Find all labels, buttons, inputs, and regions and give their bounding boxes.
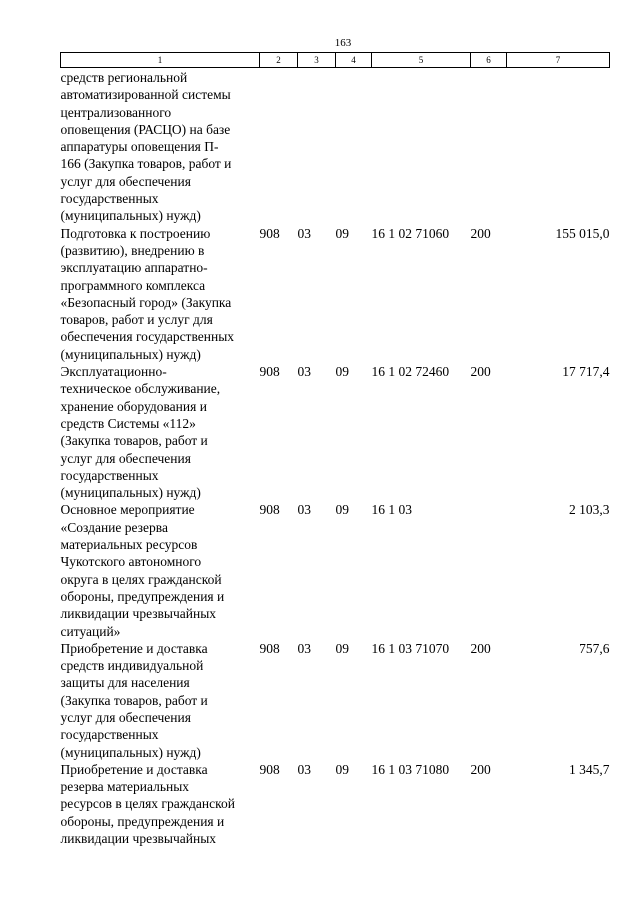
expense-item-name-line: округа в целях гражданской [60,571,222,587]
expense-item-name-line: средств Системы «112» [60,415,196,431]
expense-item-name-line: услуг для обеспечения [60,709,191,725]
amount [507,68,610,225]
expense-item-name-line: резерва материальных [60,779,190,795]
expense-item-name-line: аппаратуры оповещения П- [60,139,219,155]
table-row [61,761,610,847]
amount: 757,6 [579,640,610,656]
amount: 2 103,3 [569,502,610,518]
budget-table [60,52,610,847]
expense-type-code [471,68,507,225]
page-number: 163 [334,37,352,49]
expense-item-name-line: (муниципальных) нужд) [60,744,201,760]
section-code: 03 [297,640,311,656]
ministry-code [260,68,298,225]
expense-item-name-line: ресурсов в целях гражданской [60,796,235,812]
expense-item-name-line: государственных [60,191,159,207]
column-header-1: 1 [61,53,260,68]
expense-type-code [471,501,507,639]
expense-item-name-line: программного комплекса [60,277,206,293]
expense-item-name-line: (Закупка товаров, работ и [60,433,208,449]
target-code: 16 1 03 71070 [371,640,450,656]
expense-item-name [61,501,260,639]
expense-type-code: 200 [470,640,491,656]
column-header-5: 5 [372,53,471,68]
expense-item-name-line: централизованного [60,104,172,120]
subsection-code: 09 [335,502,349,518]
table-row [61,68,610,225]
subsection-code: 09 [335,761,349,777]
amount: 17 717,4 [562,364,610,380]
column-header-2: 2 [260,53,298,68]
section-code [298,68,336,225]
ministry-code: 908 [259,761,280,777]
expense-item-name-line: Чукотского автономного [60,554,202,570]
expense-item-name-line: оповещения (РАСЦО) на базе [60,121,231,137]
expense-item-name-line: (муниципальных) нужд) [60,346,201,362]
ministry-code: 908 [259,502,280,518]
section-code: 03 [297,761,311,777]
target-code: 16 1 02 72460 [371,364,450,380]
expense-item-name-line: «Безопасный город» (Закупка [60,294,232,310]
expense-item-name [61,640,260,761]
expense-item-name-line: ситуаций» [60,623,121,639]
target-code [372,68,471,225]
expense-item-name-line: обороны, предупреждения и [60,813,225,829]
subsection-code: 09 [335,225,349,241]
expense-item-name-line: автоматизированной системы [60,87,231,103]
expense-item-name-line: техническое обслуживание, [60,381,221,397]
target-code: 16 1 03 [371,502,412,518]
expense-item-name-line: Приобретение и доставка [60,761,208,777]
amount: 155 015,0 [555,225,610,241]
expense-item-name-line: Приобретение и доставка [60,640,208,656]
expense-item-name-line: государственных [60,727,159,743]
expense-item-name-line: обеспечения государственных [60,329,235,345]
expense-item-name-line: ликвидации чрезвычайных [60,606,217,622]
expense-item-name-line: (муниципальных) нужд) [60,208,201,224]
expense-item-name [61,363,260,501]
expense-item-name-line: обороны, предупреждения и [60,588,225,604]
table-row [61,501,610,639]
table-row [61,363,610,501]
expense-item-name-line: эксплуатацию аппаратно- [60,260,208,276]
target-code: 16 1 02 71060 [371,225,450,241]
expense-item-name-line: Подготовка к построению [60,225,211,241]
expense-item-name-line: 166 (Закупка товаров, работ и [60,156,232,172]
table-row [61,640,610,761]
column-number-row [61,53,610,68]
expense-item-name-line: государственных [60,467,159,483]
section-code: 03 [297,364,311,380]
expense-item-name-line: средств региональной [60,70,188,85]
expense-item-name-line: хранение оборудования и [60,398,207,414]
expense-item-name-line: материальных ресурсов [60,537,198,553]
expense-item-name-line: товаров, работ и услуг для [60,312,213,328]
expense-item-name-line: услуг для обеспечения [60,173,191,189]
ministry-code: 908 [259,225,280,241]
section-code: 03 [297,225,311,241]
expense-item-name-line: (муниципальных) нужд) [60,485,201,501]
expense-item-name [61,68,260,225]
expense-item-name-line: (развитию), внедрению в [60,242,205,258]
expense-item-name [61,225,260,363]
ministry-code: 908 [259,640,280,656]
target-code: 16 1 03 71080 [371,761,450,777]
ministry-code: 908 [259,364,280,380]
subsection-code: 09 [335,364,349,380]
table-body [61,68,610,848]
expense-type-code: 200 [470,225,491,241]
subsection-code [336,68,372,225]
column-header-3: 3 [298,53,336,68]
expense-item-name-line: услуг для обеспечения [60,450,191,466]
expense-item-name-line: «Создание резерва [60,519,168,535]
section-code: 03 [297,502,311,518]
expense-type-code: 200 [470,364,491,380]
expense-item-name-line: ликвидации чрезвычайных [60,831,217,847]
expense-type-code: 200 [470,761,491,777]
expense-item-name-line: средств индивидуальной [60,658,204,674]
expense-item-name [61,761,260,847]
expense-item-name-line: защиты для населения [60,675,190,691]
subsection-code: 09 [335,640,349,656]
table-row [61,225,610,363]
expense-item-name-line: Эксплуатационно- [60,364,167,380]
column-header-6: 6 [471,53,507,68]
expense-item-name-line: Основное мероприятие [60,502,195,518]
expense-item-name-line: (Закупка товаров, работ и [60,692,208,708]
column-header-4: 4 [336,53,372,68]
column-header-7: 7 [507,53,610,68]
amount: 1 345,7 [569,761,610,777]
